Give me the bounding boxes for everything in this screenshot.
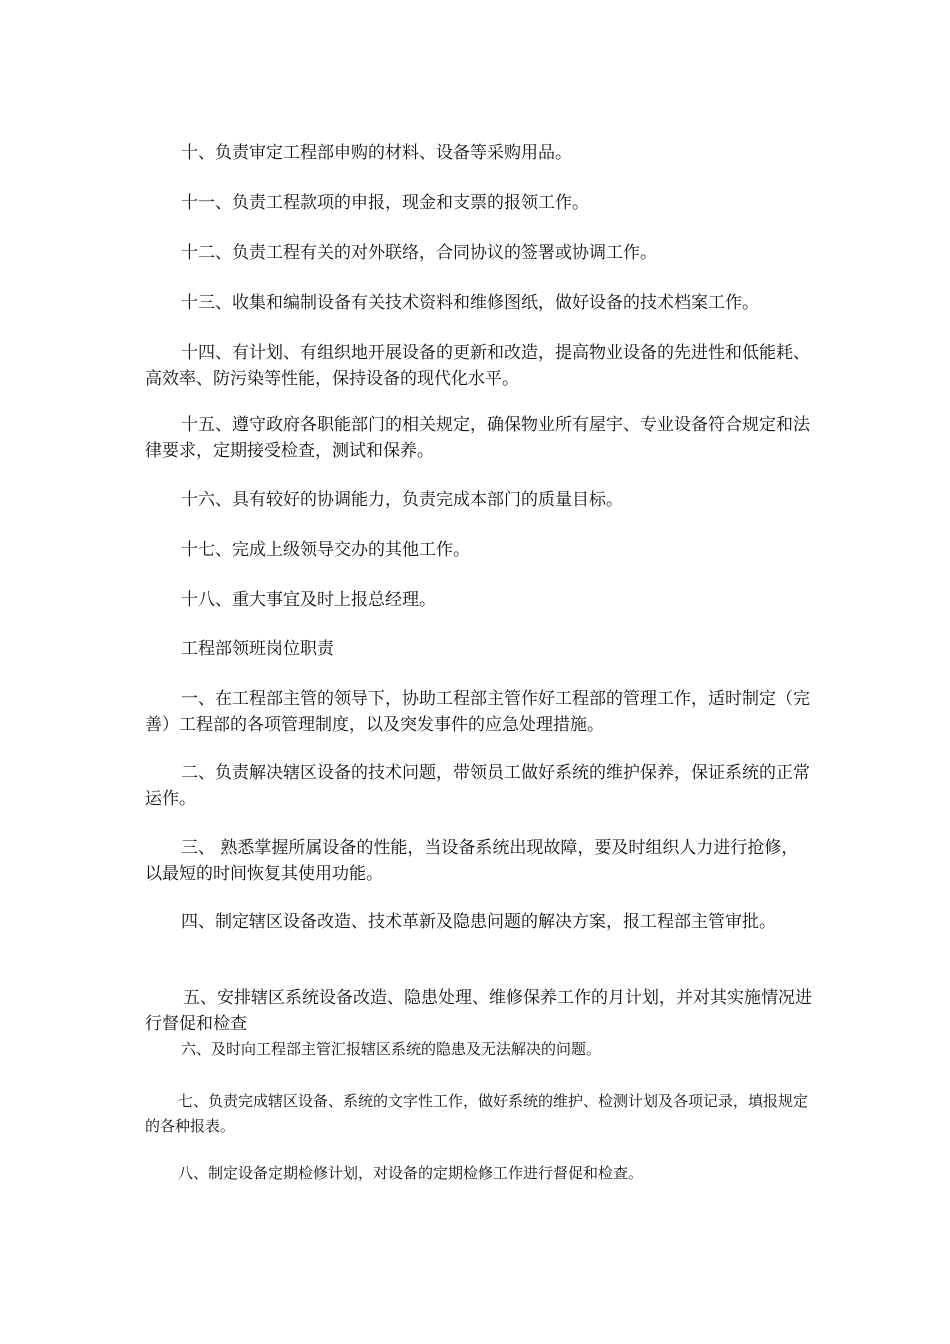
paragraph-18: 十八、重大事宜及时上报总经理。 <box>181 590 436 610</box>
paragraph-11: 十一、负责工程款项的申报，现金和支票的报领工作。 <box>181 193 589 213</box>
paragraph-4: 四、制定辖区设备改造、技术革新及隐患问题的解决方案，报工程部主管审批。 <box>181 912 776 932</box>
paragraph-16: 十六、具有较好的协调能力，负责完成本部门的质量目标。 <box>181 490 623 510</box>
section-heading: 工程部领班岗位职责 <box>181 639 334 659</box>
paragraph-13: 十三、收集和编制设备有关技术资料和维修图纸，做好设备的技术档案工作。 <box>181 293 759 313</box>
paragraph-10: 十、负责审定工程部申购的材料、设备等采购用品。 <box>181 143 572 163</box>
paragraph-5: 五、安排辖区系统设备改造、隐患处理、维修保养工作的月计划，并对其实施情况进行督促和检查 <box>145 988 812 1034</box>
paragraph-12: 十二、负责工程有关的对外联络，合同协议的签署或协调工作。 <box>181 243 657 263</box>
paragraph-1: 一、在工程部主管的领导下，协助工程部主管作好工程部的管理工作，适时制定（完善）工程部的各项管理制度，以及突发事件的应急处理措施。 <box>145 689 810 735</box>
paragraph-15: 十五、遵守政府各职能部门的相关规定，确保物业所有屋宇、专业设备符合规定和法律要求，定期接受检查，测试和保养。 <box>145 415 810 461</box>
paragraph-2: 二、负责解决辖区设备的技术问题，带领员工做好系统的维护保养，保证系统的正常运作。 <box>145 763 810 809</box>
paragraph-8: 八、制定设备定期检修计划，对设备的定期检修工作进行督促和检查。 <box>178 1164 644 1182</box>
paragraph-7: 七、负责完成辖区设备、系统的文字性工作，做好系统的维护、检测计划及各项记录，填报规定的各种报表。 <box>145 1092 809 1135</box>
paragraph-6: 六、及时向工程部主管汇报辖区系统的隐患及无法解决的问题。 <box>181 1040 602 1058</box>
paragraph-3: 三、 熟悉掌握所属设备的性能，当设备系统出现故障，要及时组织人力进行抢修，以最短的时间恢复其使用功能。 <box>145 838 799 884</box>
paragraph-14: 十四、有计划、有组织地开展设备的更新和改造，提高物业设备的先进性和低能耗、高效率、防污染等性能，保持设备的现代化水平。 <box>145 343 810 389</box>
paragraph-17: 十七、完成上级领导交办的其他工作。 <box>181 540 470 560</box>
